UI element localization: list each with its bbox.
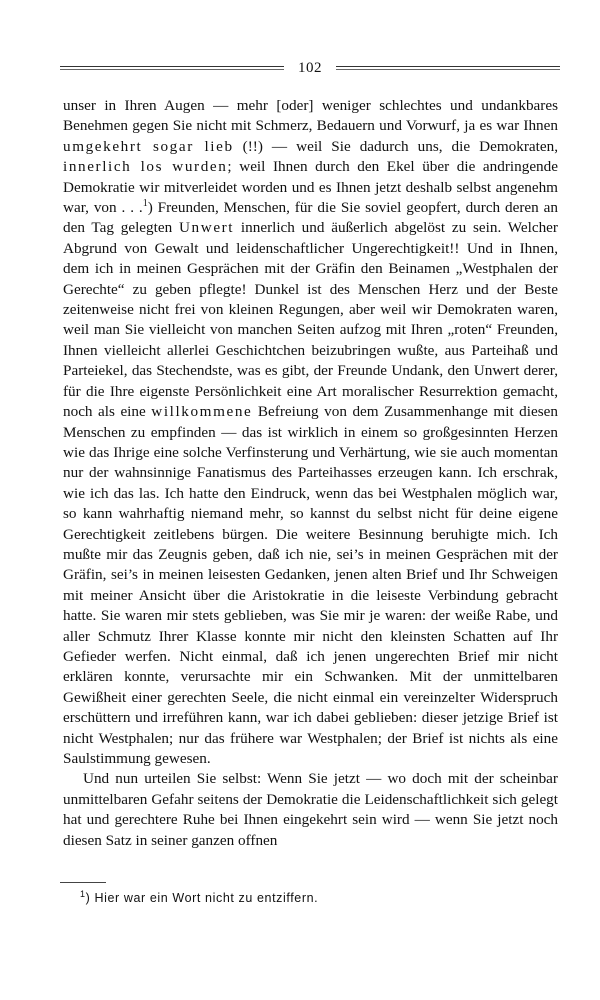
- emphasis: willkommene: [151, 403, 253, 421]
- emphasis: umgekehrt sogar lieb: [63, 137, 234, 155]
- footnote-text: ) Hier war ein Wort nicht zu entziffern.: [85, 891, 319, 905]
- footnote: [80, 890, 550, 906]
- footnote-divider: [60, 882, 106, 883]
- footnote-marker: 1: [80, 888, 86, 899]
- header-rule-right: [336, 66, 560, 70]
- footnote-reference: 1: [142, 197, 148, 209]
- text-run: ) Freunden, Menschen, für die Sie soviel geopfert, durch deren an den Tag gelegten: [63, 199, 558, 237]
- text-run: (!!) — weil Sie dadurch uns, die Demokraten,: [233, 137, 558, 155]
- text-run: unser in Ihren Augen — mehr [oder] weniger schlechtes und undankbares Benehmen gegen Sie nicht mit Schmerz, Bedauern und Vorwurf, ja es war Ihnen: [63, 97, 558, 135]
- body-text: [63, 96, 558, 851]
- emphasis: innerlich los wurden: [63, 158, 228, 176]
- paragraph-2: Und nun urteilen Sie selbst: Wenn Sie jetzt — wo doch mit der scheinbar unmittelbaren Gefahr seitens der Demokratie die Leidenschaftlichkeit sich gelegt hat und gerechtere Ruhe bei Ihnen eingekehrt sein wird — wenn Sie jetzt noch diesen Satz in seiner ganzen offnen: [63, 770, 558, 849]
- text-run: Befreiung von dem Zusammenhange mit diesen Menschen zu empfinden — das ist wirklich in einem so großgesinnten Herzen wie das Ihrige eine solche Verfinsterung und Verhärtung, wie sie auch momentan nur der wahnsinnige Fanatismus des Parteihasses erzeugen kann. Ich erschrak, wie ich das las. Ich hatte den Eindruck, wenn das bei Westphalen möglich war, so kann wahrhaftig niemand mehr, so kannst du selbst nicht für deine eigene Gerechtigkeit zeitlebens bürgen. Die weitere Besinnung beruhigte mich. Ich mußte mir das Zeugnis geben, daß ich nie, sei’s in meinen Gesprächen mit der Gräfin, sei’s in meinen leisesten Gedanken, jenen alten Brief und Ihr Schweigen mit meiner Ansicht über die Aristokratie in die leiseste Verbindung gebracht hatte. Sie waren mir stets geblieben, was Sie mir je waren: der weiße Rabe, und aller Schmutz Ihrer Klasse konnte mir nicht den kleinsten Schatten auf Ihr Gefieder werfen. Nicht einmal, daß ich jenen ungerechten Brief mir nicht erklären konnte, verursachte mir ein Schwanken. Mit der unmittelbaren Gewißheit einer gerechten Seele, die nicht einmal ein vereinzelter Widerspruch erschüttern und irreführen kann, war ich dabei geblieben: dieser jetzige Brief ist nicht Westphalen; nur das frühere war Westphalen; der Brief ist nichts als eine Saulstimmung gewesen.: [63, 403, 558, 767]
- page-number: 102: [298, 59, 322, 76]
- header-rule-left: [60, 66, 284, 70]
- paragraph-1: [63, 96, 558, 769]
- text-run: ; weil Ihnen durch den Ekel über die andringende Demokratie wir mitverleidet worden und es Ihnen jetzt deshalb selbst angenehm war, von . . .: [63, 158, 558, 217]
- text-run: innerlich und äußerlich abgelöst zu sein. Welcher Abgrund von Gewalt und leidenschaftlicher Ungerechtigkeit!! Und in Ihnen, dem ich in meinen Gesprächen mit der Gräfin den Beinamen „Westphalen der Gerechte“ zu geben pflegte! Dunkel ist des Menschen Herz und der Beste zeitenweise nicht frei von kleinen Regungen, aber weil wir Demokraten waren, weil man Sie vielleicht von manchen Seiten aufzog mit Ihren „roten“ Freunden, Ihnen vielleicht allerlei Geschichtchen beizubringen wußte, aus Parteihaß und Parteiekel, das Stechendste, was es gibt, der Freunde Undank, den Unwert derer, für die Ihre eigenste Persönlichkeit eine Art moralischer Resurrektion gemacht, noch als eine: [63, 219, 558, 421]
- running-header: [60, 58, 560, 78]
- emphasis: Unwert: [178, 219, 235, 237]
